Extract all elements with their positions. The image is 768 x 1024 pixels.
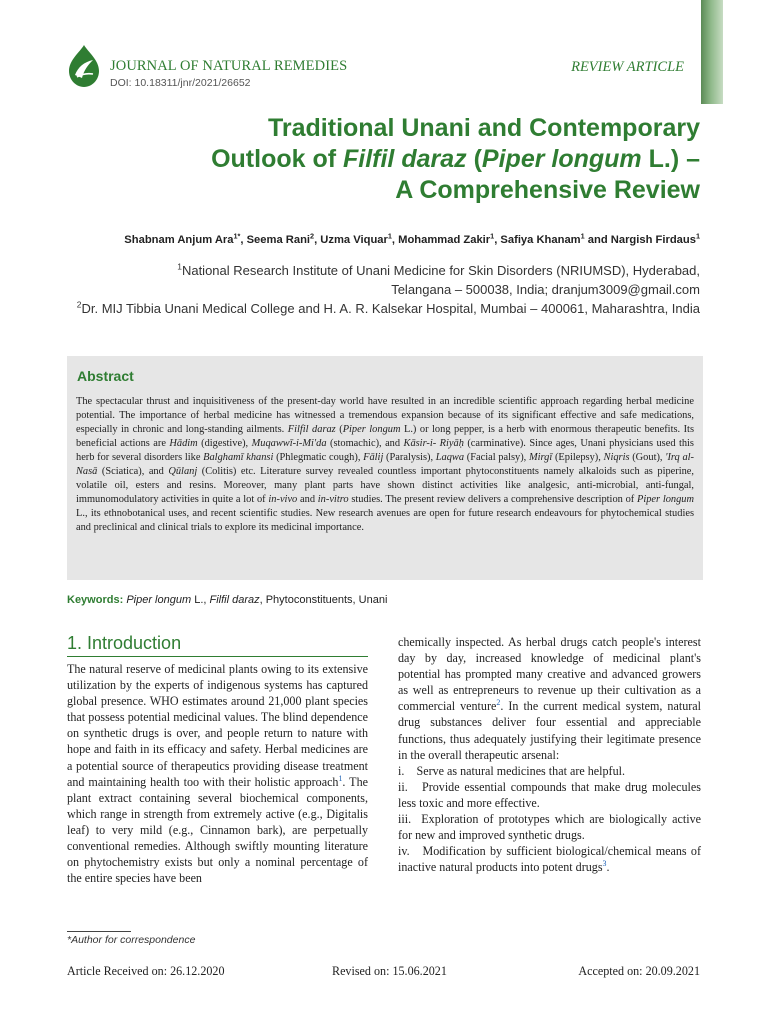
- abstract-italic-term: in-vitro: [317, 494, 349, 505]
- list-item: [398, 843, 705, 875]
- title-line-1: Traditional Unani and Contemporary: [268, 114, 700, 142]
- abstract-text: The spectacular thrust and inquisitiveness of the present-day world have resulted in an incredible scientific approach regarding herbal medicine potential. The importance of herbal medicine has witnessed a tremendous expansion because of its significant effective and safe medications, especially in chronic and long-standing ailments.: [76, 396, 694, 435]
- footnote-correspondence: *Author for correspondence: [67, 934, 196, 946]
- intro-text: . In the current medical system, natural drug substances deliver four essential and appreciable functions, thus adequately justifying their legitimate presence in the overall therapeutic arsenal:: [398, 699, 702, 762]
- date-received: Article Received on: 26.12.2020: [67, 964, 225, 978]
- title-line-2: [140, 144, 700, 175]
- title-italic-name: Filfil daraz: [343, 145, 467, 173]
- date-accepted: Accepted on: 20.09.2021: [578, 964, 700, 978]
- abstract-italic-term: Balghamī khansi: [203, 452, 274, 463]
- affiliation-2: [77, 301, 700, 316]
- author-separator: ,: [240, 234, 247, 246]
- abstract-italic-term: Hādim: [169, 438, 198, 449]
- keywords: [67, 594, 387, 606]
- author-name: Mohammad Zakir: [398, 234, 491, 246]
- author-list: [124, 231, 700, 246]
- list-item: ii. Provide essential compounds that make drug molecules less toxic and more effective.: [398, 779, 705, 810]
- author-separator: and: [584, 234, 611, 246]
- article-type: REVIEW ARTICLE: [571, 59, 684, 75]
- corner-tab-decoration: [701, 0, 723, 104]
- affiliation-sup: 2: [76, 299, 82, 310]
- abstract-italic-term: Fālij: [363, 452, 384, 463]
- keywords-label: Keywords:: [67, 594, 124, 606]
- author-separator: ,: [494, 234, 501, 246]
- list-item: iii. Exploration of prototypes which are biologically active for new and improved synthetic drugs.: [398, 812, 705, 843]
- abstract-text: L., its ethnobotanical uses, and recent scientific studies. New research avenues are open for future research endeavours for phytochemical studies and preclinical and clinical trials to explore its medicinal importance.: [76, 508, 694, 533]
- abstract-italic-term: Niqris: [603, 452, 630, 463]
- abstract-italic-term: Muqawwī-i-Mi'da: [251, 438, 327, 449]
- abstract-paragraph: [76, 395, 694, 535]
- abstract-text: (Phlegmatic cough),: [273, 452, 364, 463]
- abstract-italic-term: Filfil daraz: [287, 424, 336, 435]
- abstract-text: and: [297, 494, 318, 505]
- abstract-italic-term: Qūlanj: [168, 466, 198, 477]
- abstract-text: (Colitis) etc. Literature survey revealed countless important phytoconstituents namely alkaloids such as piperine, volatile oil, esters and resins. Moreover, many plant parts have shown distinct activities like analgesic, anti-microbial, anti-fungal, immunomodulatory activities in quite a lot of: [76, 466, 695, 505]
- affiliation-text: Dr. MIJ Tibbia Unani Medical College and H. A. R. Kalsekar Hospital, Mumbai – 400061, Maharashtra, India: [81, 301, 700, 316]
- affiliation-1-line-1: [177, 263, 700, 278]
- abstract-text: (Epilepsy),: [552, 452, 604, 463]
- keyword-separator: L.,: [191, 594, 210, 606]
- affiliation-text: National Research Institute of Unani Medicine for Skin Disorders (NRIUMSD), Hyderabad,: [181, 263, 700, 278]
- affiliation-1-line-2: Telangana – 500038, India; dranjum3009@gmail.com: [391, 282, 700, 297]
- abstract-italic-term: Piper longum: [342, 424, 401, 435]
- title-line-3: A Comprehensive Review: [395, 176, 700, 204]
- journal-logo-icon: [64, 44, 104, 88]
- abstract-italic-term: 'Irq al-Nasā: [76, 452, 694, 477]
- keyword-rest: , Phytoconstituents, Unani: [259, 594, 388, 606]
- abstract-heading: Abstract: [77, 368, 134, 384]
- intro-text: The natural reserve of medicinal plants owing to its extensive utilization by the experts of indigenous systems has captured global presence. WHO estimates around 21,000 plant species that possess potential medicinal values. The blind dependence on synthetic drugs is over, and people return to nature with hope and faith in its efficacy and safety. Herbal medicines are a potential source of therapeutics providing disease treatment and maintaining health too with their holistic approach: [67, 662, 368, 789]
- section-heading-introduction: 1. Introduction: [67, 633, 182, 653]
- author-name: Seema Rani: [246, 234, 311, 246]
- citation-link[interactable]: 2: [496, 698, 501, 708]
- intro-text: . The plant extract containing several biochemical components, which range in strength from extremely active (e.g., Digitalis leaf) to very mild (e.g., Cinnamon bark), are perpetually conventional remedies. Although swiftly mounting literature on phytochemistry exists but only a nominal percentage of the entire species have been: [67, 774, 368, 886]
- abstract-text: (stomachic), and: [326, 438, 404, 449]
- abstract-body: [76, 395, 694, 535]
- citation-link[interactable]: 3: [602, 859, 607, 869]
- section-rule: [67, 656, 368, 657]
- abstract-italic-term: Laqwa: [435, 452, 465, 463]
- footnote-rule: [67, 931, 131, 932]
- affiliation-sup: 1: [177, 261, 182, 272]
- abstract-italic-term: in-vivo: [268, 494, 298, 505]
- author-sup: 1: [580, 231, 585, 241]
- intro-paragraph: [398, 634, 701, 763]
- keyword-item: Piper longum: [126, 594, 192, 606]
- intro-right-column: [398, 634, 705, 875]
- intro-paragraph: [67, 661, 368, 886]
- author-name: Uzma Viquar: [320, 234, 388, 246]
- intro-left-column: [67, 661, 368, 886]
- keyword-item: Filfil daraz: [209, 594, 260, 606]
- author-name: Shabnam Anjum Ara: [124, 234, 234, 246]
- author-sup: 1: [387, 231, 392, 241]
- journal-name: JOURNAL OF NATURAL REMEDIES: [110, 58, 348, 74]
- list-item: i. Serve as natural medicines that are helpful.: [398, 763, 626, 778]
- author-sup: 1: [695, 231, 700, 241]
- abstract-text: (Gout),: [629, 452, 666, 463]
- list-item-end: .: [606, 860, 610, 875]
- title-italic-name: Piper longum: [481, 145, 642, 173]
- list-item-text: iv. Modification by sufficient biological/chemical means of inactive natural products into potent drugs: [398, 844, 705, 875]
- author-sup: 1: [490, 231, 495, 241]
- author-name: Nargish Firdaus: [610, 234, 696, 246]
- abstract-italic-term: Mirgī: [528, 452, 553, 463]
- abstract-text: (Facial palsy),: [464, 452, 529, 463]
- intro-text: chemically inspected. As herbal drugs catch people's interest day by day, increased knowledge of medicinal plant's potential has prompted many creative and advanced growers as well as entrepreneurs to revenue up their cultivation as a commercial venture: [398, 635, 701, 714]
- abstract-italic-term: Piper longum: [637, 494, 695, 505]
- abstract-text: (Sciatica), and: [97, 466, 169, 477]
- title-text: (: [466, 145, 482, 173]
- doi[interactable]: DOI: 10.18311/jnr/2021/26652: [110, 77, 251, 89]
- article-title: [140, 113, 700, 206]
- abstract-text: (carminative). Since ages, Unani physicians used this herb for several disorders like: [76, 438, 694, 463]
- citation-link[interactable]: 1: [338, 773, 343, 783]
- abstract-text: (Paralysis),: [383, 452, 436, 463]
- abstract-text: (digestive),: [197, 438, 252, 449]
- abstract-text: L.) or long pepper, is a herb with enormous therapeutic benefits. Its beneficial actions are: [76, 424, 694, 449]
- author-sup: 1*: [233, 231, 241, 241]
- author-separator: ,: [314, 234, 321, 246]
- title-text: Outlook of: [211, 145, 343, 173]
- abstract-text: studies. The present review delivers a comprehensive description of: [348, 494, 637, 505]
- author-separator: ,: [391, 234, 399, 246]
- author-sup: 2: [310, 231, 315, 241]
- abstract-text: (: [335, 424, 343, 435]
- title-text: L.) –: [641, 145, 700, 173]
- abstract-italic-term: Kāsir-i- Riyāḥ: [403, 438, 464, 449]
- author-name: Safiya Khanam: [500, 234, 581, 246]
- date-revised: Revised on: 15.06.2021: [332, 964, 447, 978]
